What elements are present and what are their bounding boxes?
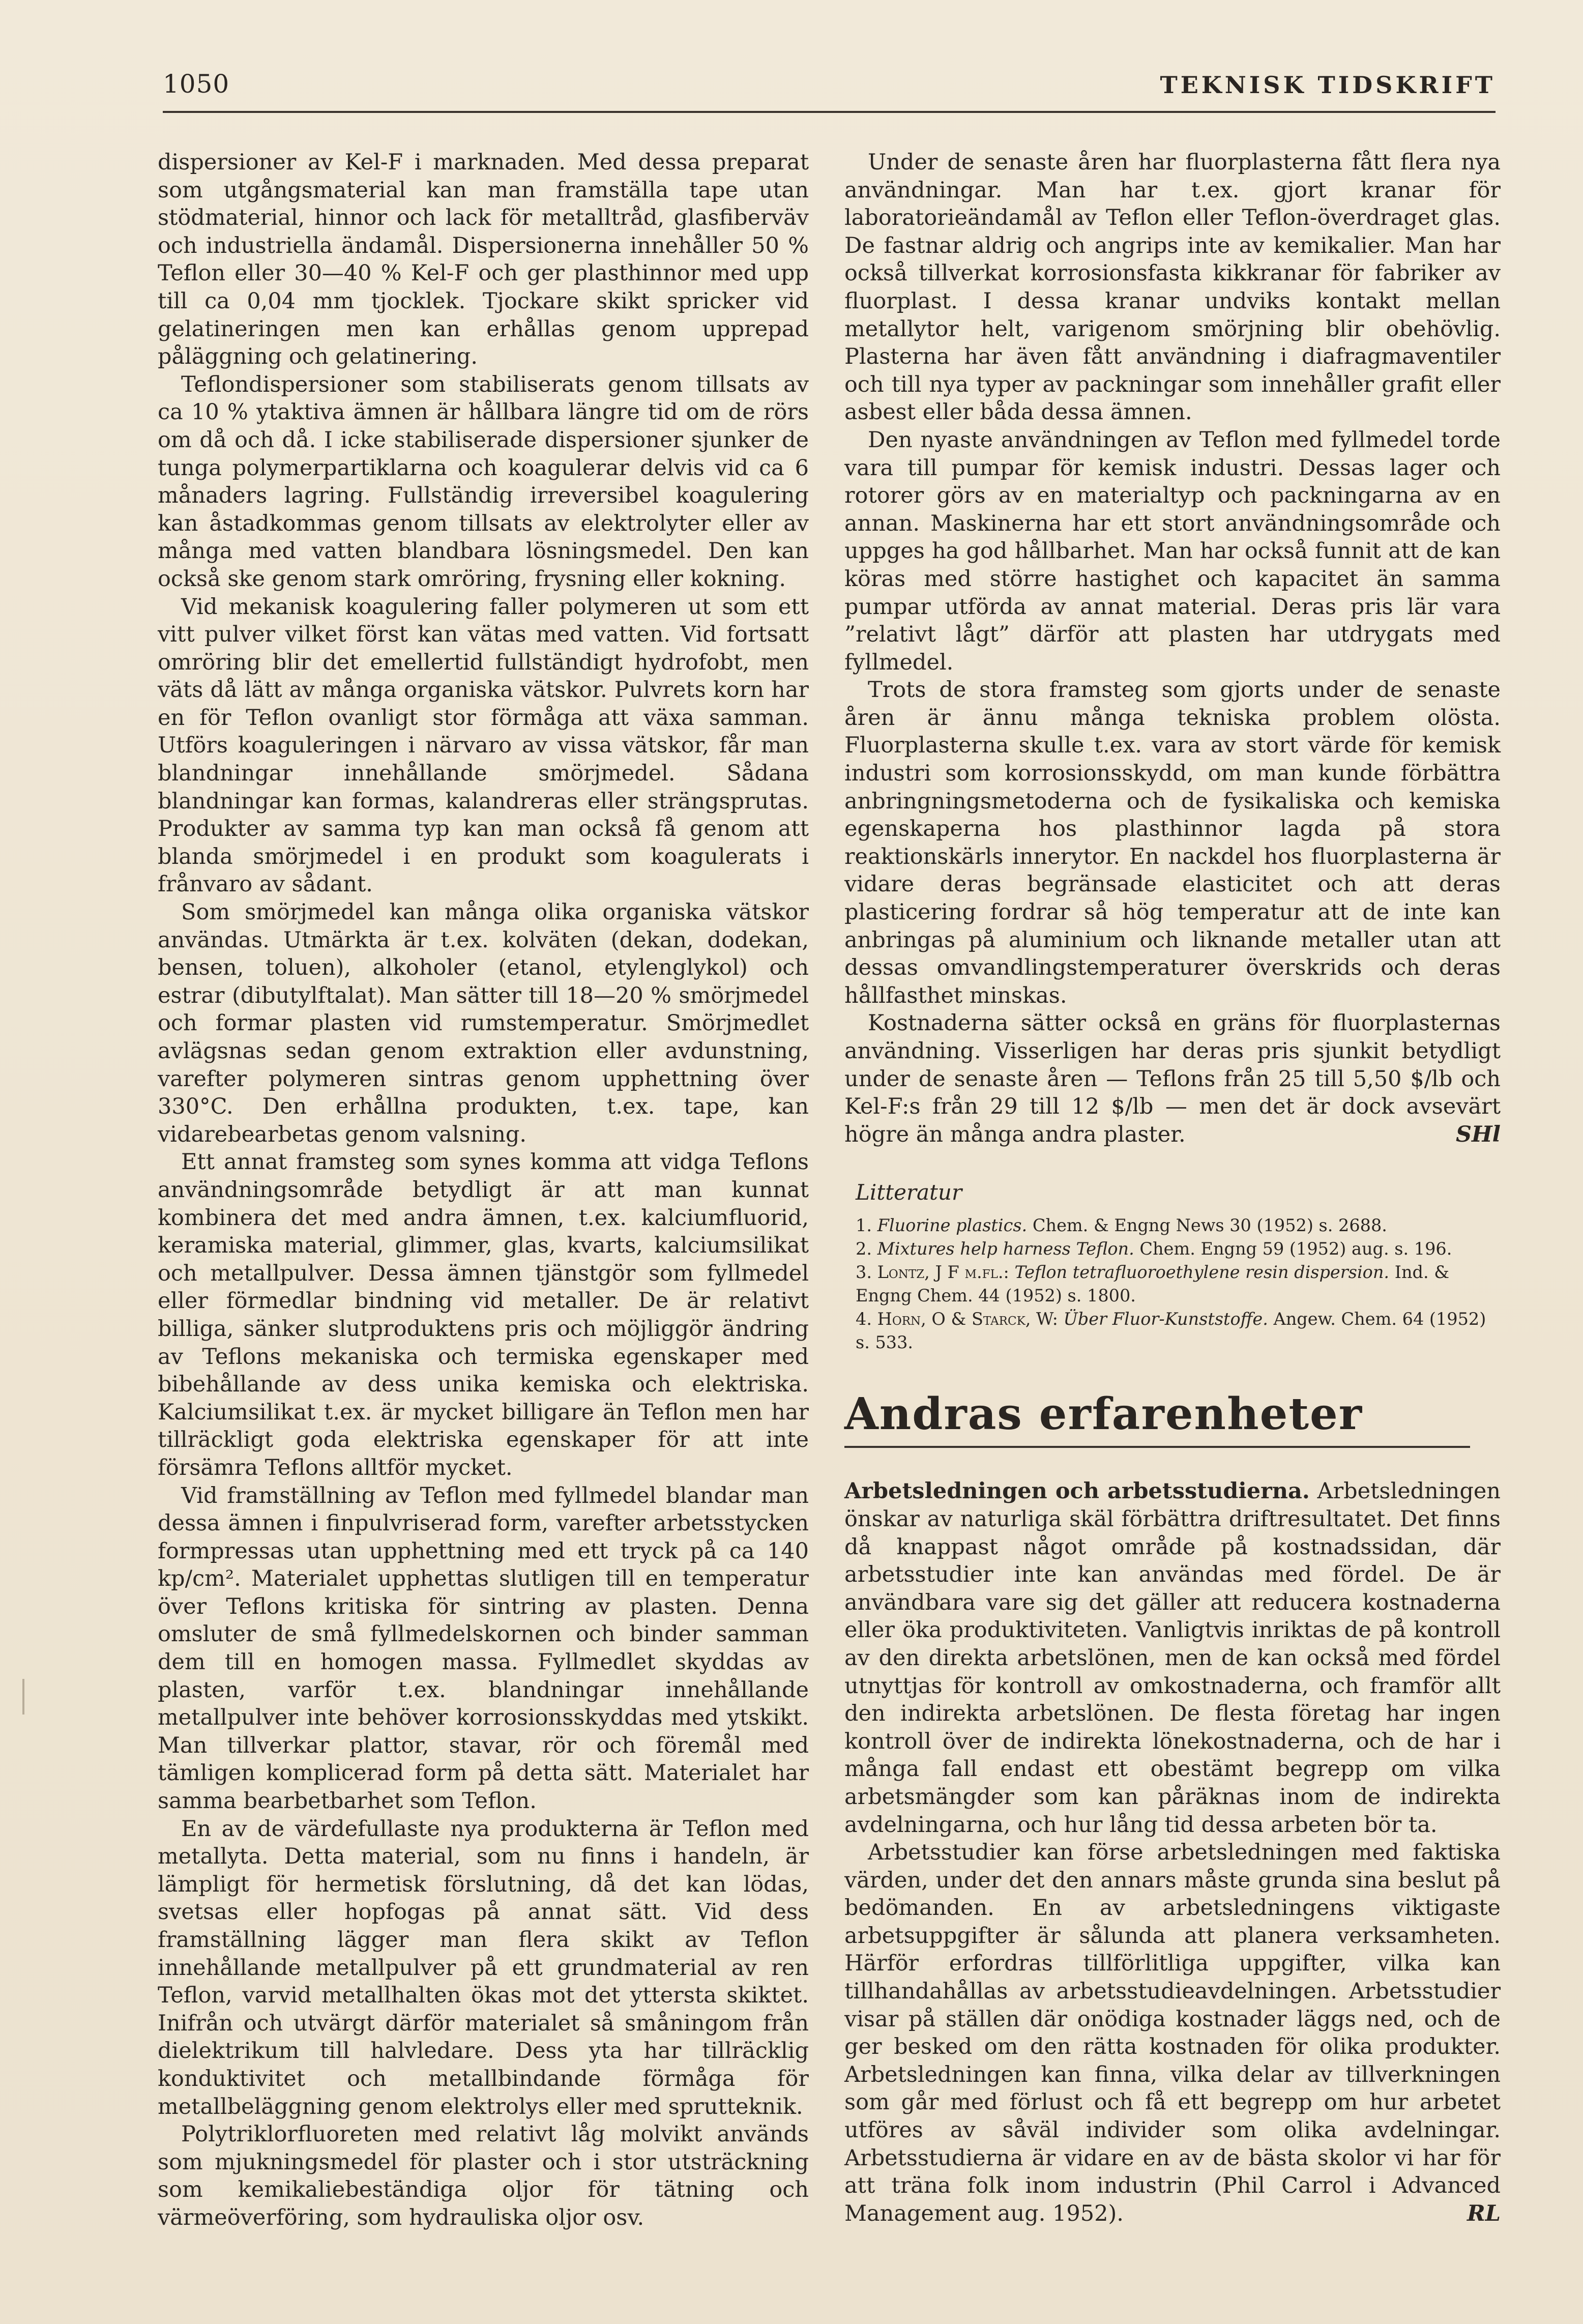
article-paragraph — [844, 1009, 1501, 1148]
article-paragraph: Polytriklorfluoreten med relativt låg molvikt används som mjukningsmedel för plaster och i stor utsträckning som kemikaliebeständiga oljor för tätning och värmeöverföring, som hydrauliska oljor osv. — [158, 2122, 809, 2230]
article-paragraph — [844, 1839, 1501, 2227]
reference-source: Chem. & Engng News 30 (1952) s. 2688. — [1027, 1215, 1387, 1236]
reference-number: 4. — [856, 1309, 872, 1329]
left-column — [158, 149, 809, 2232]
article-paragraph: Under de senaste åren har fluorplasterna fått flera nya användningar. Man har t.ex. gjort kranar för laboratorieändamål av Teflon eller Teflon-överdraget glas. De fastnar aldrig och angrips inte av kemikalier. Man har också tillverkat korrosionsfasta kikkranar för fabriker av fluorplast. I dessa kranar undviks kontakt mellan metallytor helt, varigenom smörjning blir obehövlig. Plasterna har även fått användning i diafragmaventiler och till nya typer av packningar som innehåller grafit eller asbest eller båda dessa ämnen. — [844, 150, 1501, 425]
article-paragraph: Som smörjmedel kan många olika organiska vätskor användas. Utmärkta är t.ex. kolväten (dekan, dodekan, bensen, toluen), alkoholer (etanol, etylenglykol) och estrar (dibutylftalat). Man sätter till 18—20 % smörjmedel och formar plasten vid rumstemperatur. Smörjmedlet avlägsnas sedan genom extraktion eller avdunstning, varefter polymeren sintras genom upphettning över 330°C. Den erhållna produkten, t.ex. tape, kan vidarebearbetas genom valsning. — [158, 899, 809, 1147]
reference-source: Angew. Chem. 64 (1952) s. 533. — [856, 1309, 1486, 1353]
article-paragraph: dispersioner av Kel-F i marknaden. Med dessa preparat som utgångsmaterial kan man framställa tape utan stödmaterial, hinnor och lack för metalltråd, glasfiberväv och industriella ändamål. Dispersionerna innehåller 50 % Teflon eller 30—40 % Kel-F och ger plasthinnor med upp till ca 0,04 mm tjocklek. Tjockare skikt spricker vid gelatineringen men kan erhållas genom upprepad påläggning och gelatinering. — [158, 150, 809, 370]
article-paragraph: Den nyaste användningen av Teflon med fyllmedel torde vara till pumpar för kemisk industri. Dessas lager och rotorer görs av en materialtyp och packningarna av en annan. Maskinerna har ett stort användningsområde och uppges ha god hållbarhet. Man har också funnit att de kan köras med större hastighet och kapacitet än samma pumpar utförda av annat material. Deras pris lär vara ”relativt lågt” därför att plasten har utdrygats med fyllmedel. — [844, 427, 1501, 675]
run-in-heading: Arbetsledningen och arbetsstudierna. — [844, 1478, 1310, 1504]
reference-source: Chem. Engng 59 (1952) aug. s. 196. — [1134, 1239, 1452, 1259]
article-paragraph-text: Kostnaderna sätter också en gräns för fluorplasternas användning. Visserligen har deras pris sjunkit betydligt under de senaste åren — Teflons från 25 till 5,50 $/lb och Kel-F:s från 29 till 12 $/lb — men det är dock avsevärt högre än många andra plaster. — [844, 1010, 1501, 1147]
literature-heading: Litteratur — [856, 1180, 962, 1205]
reference-source: Ind. & Engng Chem. 44 (1952) s. 1800. — [856, 1262, 1450, 1306]
reference-item — [856, 1308, 1501, 1354]
article-paragraph: Trots de stora framsteg som gjorts under de senaste åren är ännu många tekniska problem olösta. Fluorplasterna skulle t.ex. vara av stort värde för kemisk industri som korrosionsskydd, om man kunde förbättra anbringningsmetoderna och de fysikaliska och kemiska egenskaperna hos plasthinnor lagda på stora reaktionskärls innerytor. En nackdel hos fluorplasterna är vidare deras begränsade elasticitet och att deras plasticering fordrar så hög temperatur att de inte kan anbringas på aluminium och liknande metaller utan att dessas omvandlingstemperaturer överskrids och deras hållfasthet minskas. — [844, 677, 1501, 1008]
reference-item — [856, 1261, 1501, 1308]
reference-author: Horn, O & Starck, W: — [877, 1309, 1058, 1329]
reference-number: 2. — [856, 1239, 872, 1259]
header-rule — [163, 111, 1496, 113]
reference-item — [856, 1237, 1501, 1261]
author-signature: SHl — [1455, 1121, 1501, 1147]
article-paragraph: Teflondispersioner som stabiliserats genom tillsats av ca 10 % ytaktiva ämnen är hållbara längre tid om de rörs om då och då. I icke stabiliserade dispersioner sjunker de tunga polymerpartiklarna och koagulerar delvis vid ca 6 månaders lagring. Fullständig irreversibel koagulering kan åstadkommas genom tillsats av elektrolyter eller av många med vatten blandbara lösningsmedel. Den kan också ske genom stark omröring, frysning eller kokning. — [158, 371, 809, 592]
reference-item — [856, 1214, 1501, 1237]
right-column — [844, 149, 1501, 2227]
reference-number: 1. — [856, 1215, 872, 1236]
section-rule — [844, 1446, 1470, 1448]
page-header — [163, 65, 1496, 112]
reference-author: Lontz, J F m.fl.: — [877, 1262, 1009, 1283]
article-paragraph: Vid framställning av Teflon med fyllmedel blandar man dessa ämnen i finpulvriserad form, varefter arbetsstycken formpressas utan upphettning med ett tryck på ca 140 kp/cm². Materialet upphettas slutligen till en temperatur över Teflons kritiska för sintring av plasten. Denna omsluter de små fyllmedelskornen och binder samman dem till en homogen massa. Fyllmedlet skyddas av plasten, varför t.ex. blandningar innehållande metallpulver inte behöver korrosionsskyddas med ytskikt. Man tillverkar plattor, stavar, rör och föremål med tämligen komplicerad form på detta sätt. Materialet har samma bearbetbarhet som Teflon. — [158, 1483, 809, 1814]
article-paragraph-text: Arbetsledningen önskar av naturliga skäl förbättra driftresultatet. Det finns då knappast något område på kostnadssidan, där arbetsstudier inte kan användas med fördel. De är användbara vare sig det gäller att reducera kostnaderna eller öka produktiviteten. Vanligtvis inriktas de på kontroll av den direkta arbetslönen, men de kan också med fördel utnyttjas för kontroll av omkostnaderna, och framför allt den indirekta arbetslönen. De flesta företag har ingen kontroll över de indirekta lönekostnaderna, och de har i många fall endast ett obestämt begrepp om vilka arbetsmängder som kan påräknas inom de indirekta avdelningarna, och hur lång tid dessa arbeten bör ta. — [844, 1478, 1501, 1838]
scan-edge-mark — [22, 1679, 24, 1715]
reference-number: 3. — [856, 1262, 872, 1283]
article-paragraph: Ett annat framsteg som synes komma att vidga Teflons användningsområde betydligt är att man kunnat kombinera det med andra ämnen, t.ex. kalciumfluorid, keramiska material, glimmer, glas, kvarts, kalciumsilikat och metallpulver. Dessa ämnen tjänstgör som fyllmedel eller förmedlar bindning vid metaller. De är relativt billiga, sänker slutproduktens pris och möjliggör ändring av Teflons mekaniska och termiska egenskaper med bibehållande av dess unika kemiska och elektriska. Kalciumsilikat t.ex. är mycket billigare än Teflon men har tillräckligt goda elektriska egenskaper för att inte försämra Teflons alltför mycket. — [158, 1149, 809, 1480]
reference-title: Über Fluor-Kunststoffe. — [1058, 1309, 1268, 1329]
article-paragraph: Vid mekanisk koagulering faller polymeren ut som ett vitt pulver vilket först kan vätas med vatten. Vid fortsatt omröring blir det emellertid fullständigt hydrofobt, men väts då lätt av många organiska vätskor. Pulvrets korn har en för Teflon ovanligt stor förmåga att växa samman. Utförs koaguleringen i närvaro av vissa vätskor, får man blandningar innehållande smörjmedel. Sådana blandningar kan formas, kalandreras eller strängsprutas. Produkter av samma typ kan man också få genom att blanda smörjmedel i en produkt som koagulerats i frånvaro av sådant. — [158, 594, 809, 897]
section-heading: Andras erfarenheter — [844, 1388, 1363, 1440]
page-number: 1050 — [163, 69, 230, 99]
journal-title: TEKNISK TIDSKRIFT — [1160, 71, 1496, 99]
article-paragraph — [844, 1477, 1501, 1839]
author-signature: RL — [1467, 2200, 1501, 2226]
reference-title: Teflon tetrafluoroethylene resin dispersion. — [1009, 1262, 1390, 1283]
reference-title: Mixtures help harness Teflon. — [877, 1239, 1134, 1259]
article-paragraph: En av de värdefullaste nya produkterna är Teflon med metallyta. Detta material, som nu finns i handeln, är lämpligt för hermetisk förslutning, då det kan lödas, svetsas eller hopfogas på annat sätt. Vid dess framställning lägger man flera skikt av Teflon innehållande metallpulver på ett grundmaterial av ren Teflon, varvid metallhalten ökas mot det yttersta skiktet. Inifrån och utvärgt därför materialet så småningom från dielektrikum till halvledare. Dess yta har tillräcklig konduktivitet och metallbindande förmåga för metallbeläggning genom elektrolys eller med sprutteknik. — [158, 1816, 809, 2119]
article-paragraph-text: Arbetsstudier kan förse arbetsledningen med faktiska värden, under det den annars måste grunda sina beslut på bedömanden. En av arbetsledningens viktigaste arbetsuppgifter är sålunda att planera verksamheten. Härför erfordras tillförlitliga uppgifter, vilka kan tillhandahållas av arbetsstudieavdelningen. Arbetsstudier visar på ställen där onödiga kostnader läggs ned, och de ger besked om den rätta kostnaden för olika produkter. Arbetsledningen kan finna, vilka delar av tillverkningen som går med förlust och få ett begrepp om hur arbetet utföres av såväl individer som olika avdelningar. Arbetsstudierna är vidare en av de bästa skolor vi har för att träna folk inom industrin (Phil Carrol i Advanced Management aug. 1952). — [844, 1840, 1501, 2226]
reference-list — [844, 1214, 1501, 1354]
reference-title: Fluorine plastics. — [877, 1215, 1028, 1236]
